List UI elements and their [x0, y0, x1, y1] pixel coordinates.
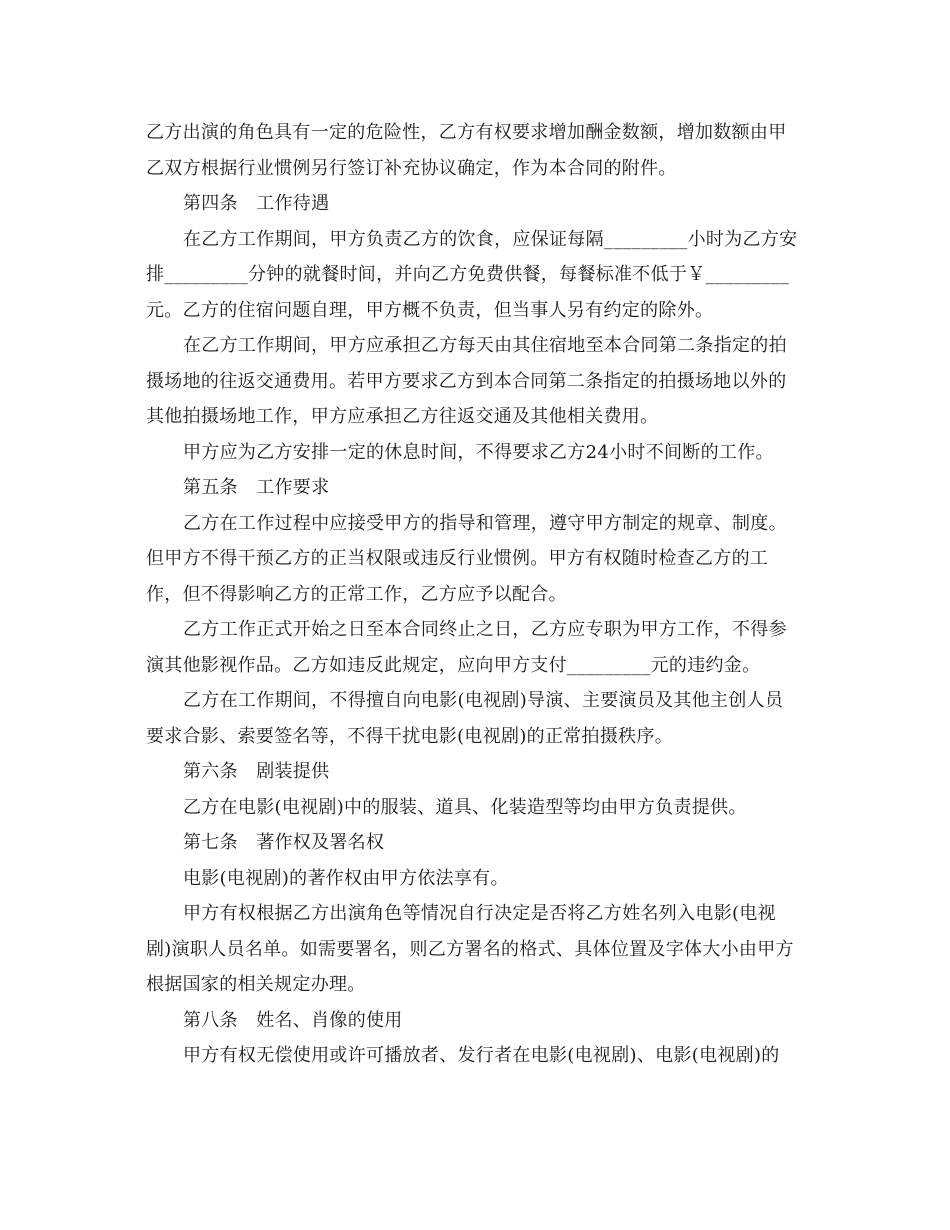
- text-line: 甲方有权无偿使用或许可播放者、发行者在电影(电视剧)、电影(电视剧)的: [183, 1045, 780, 1066]
- document-body: [146, 115, 806, 1074]
- text-line: 作，但不得影响乙方的正常工作，乙方应予以配合。: [146, 583, 567, 605]
- text-line: 要求合影、索要签名等，不得干扰电影(电视剧)的正常拍摄秩序。: [146, 725, 674, 747]
- text-line: 第六条 剧装提供: [183, 761, 330, 782]
- text-line: 第七条 著作权及署名权: [183, 832, 385, 853]
- text-line: 乙方在工作过程中应接受甲方的指导和管理，遵守甲方制定的规章、制度。: [183, 512, 787, 534]
- text-line: 电影(电视剧)的著作权由甲方依法享有。: [183, 867, 509, 889]
- text-line: 第八条 姓名、肖像的使用: [183, 1009, 403, 1031]
- text-line: 排_________分钟的就餐时间，并向乙方免费供餐，每餐标准不低于￥_________: [146, 264, 790, 285]
- text-line: 元。乙方的住宿问题自理，甲方概不负责，但当事人另有约定的除外。: [146, 299, 714, 321]
- text-line: 甲方应为乙方安排一定的休息时间，不得要求乙方24小时不间断的工作。: [183, 441, 774, 463]
- text-line: 摄场地的往返交通费用。若甲方要求乙方到本合同第二条指定的拍摄场地以外的: [146, 370, 787, 392]
- text-line: 乙方在工作期间，不得擅自向电影(电视剧)导演、主要演员及其他主创人员: [183, 690, 784, 711]
- text-line: 在乙方工作期间，甲方应承担乙方每天由其住宿地至本合同第二条指定的拍: [183, 335, 787, 356]
- text-line: 乙方出演的角色具有一定的危险性，乙方有权要求增加酬金数额，增加数额由甲: [146, 122, 787, 143]
- text-line: 第四条 工作待遇: [183, 193, 330, 214]
- text-line: 剧)演职人员名单。如需要署名，则乙方署名的格式、具体位置及字体大小由甲方: [146, 938, 794, 960]
- text-line: 甲方有权根据乙方出演角色等情况自行决定是否将乙方姓名列入电影(电视: [183, 903, 776, 924]
- text-line: 乙方工作正式开始之日至本合同终止之日，乙方应专职为甲方工作，不得参: [183, 619, 787, 640]
- text-line: 根据国家的相关规定办理。: [146, 974, 366, 995]
- text-line: 但甲方不得干预乙方的正当权限或违反行业惯例。甲方有权随时检查乙方的工: [146, 548, 769, 569]
- text-line: 演其他影视作品。乙方如违反此规定，应向甲方支付_________元的违约金。: [146, 654, 761, 676]
- text-line: 第五条 工作要求: [183, 477, 330, 498]
- text-line: 乙双方根据行业惯例另行签订补充协议确定，作为本合同的附件。: [146, 157, 677, 179]
- text-line: 其他拍摄场地工作，甲方应承担乙方往返交通及其他相关费用。: [146, 406, 659, 427]
- text-line: 乙方在电影(电视剧)中的服装、道具、化装造型等均由甲方负责提供。: [183, 796, 747, 818]
- text-line: 在乙方工作期间，甲方负责乙方的饮食，应保证每隔_________小时为乙方安: [183, 228, 798, 250]
